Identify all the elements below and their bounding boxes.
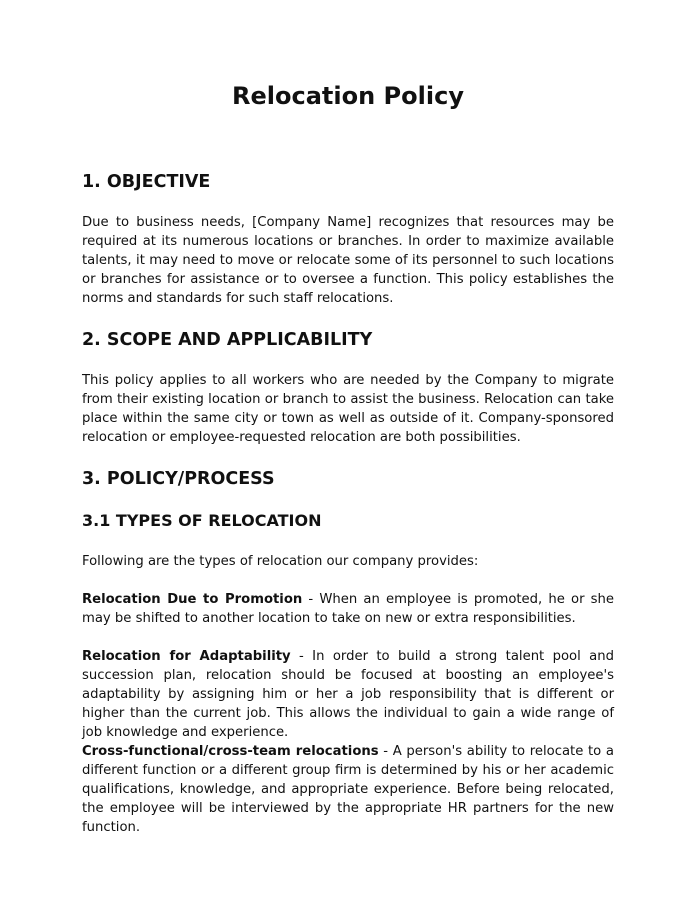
section-objective-heading: 1. OBJECTIVE	[82, 172, 211, 192]
subsection-types-heading: 3.1 TYPES OF RELOCATION	[82, 511, 322, 530]
section-objective-body: Due to business needs, [Company Name] recognizes that resources may be required at its numerous locations or branches. In order to maximize available talents, it may need to move or relocate some of its personnel to such locations or branches for assistance or to oversee a function. This policy establishes the norms and standards for such staff relocations.	[82, 215, 614, 306]
relocation-type-item	[82, 742, 614, 837]
types-intro: Following are the types of relocation our company provides:	[82, 554, 479, 569]
relocation-type-desc: - When an employee is promoted, he or she may be shifted to another location to take on new or extra responsibilities.	[82, 592, 615, 626]
relocation-type-desc: - A person's ability to relocate to a different function or a different group firm is determined by his or her academic qualifications, knowledge, and appropriate experience. Before being relocated, the employee will be interviewed by the appropriate HR partners for the new function.	[82, 744, 614, 835]
document-title: Relocation Policy	[232, 82, 464, 110]
relocation-type-term: Cross-functional/cross-team relocations	[82, 744, 379, 759]
relocation-type-term: Relocation Due to Promotion	[82, 592, 303, 607]
relocation-type-item	[82, 590, 614, 628]
relocation-type-term: Relocation for Adaptability	[82, 649, 291, 664]
section-policy-heading: 3. POLICY/PROCESS	[82, 469, 275, 489]
section-scope-heading: 2. SCOPE AND APPLICABILITY	[82, 330, 373, 350]
relocation-type-desc: - In order to build a strong talent pool and succession plan, relocation should be focused at boosting an employee's adaptability by assigning him or her a job responsibility that is different or higher than the current job. This allows the individual to gain a wide range of job knowledge and experience.	[82, 649, 614, 740]
section-scope-body: This policy applies to all workers who are needed by the Company to migrate from their existing location or branch to assist the business. Relocation can take place within the same city or town as well as outside of it. Company-sponsored relocation or employee-requested relocation are both possibilities.	[82, 373, 614, 445]
relocation-type-item	[82, 647, 614, 742]
